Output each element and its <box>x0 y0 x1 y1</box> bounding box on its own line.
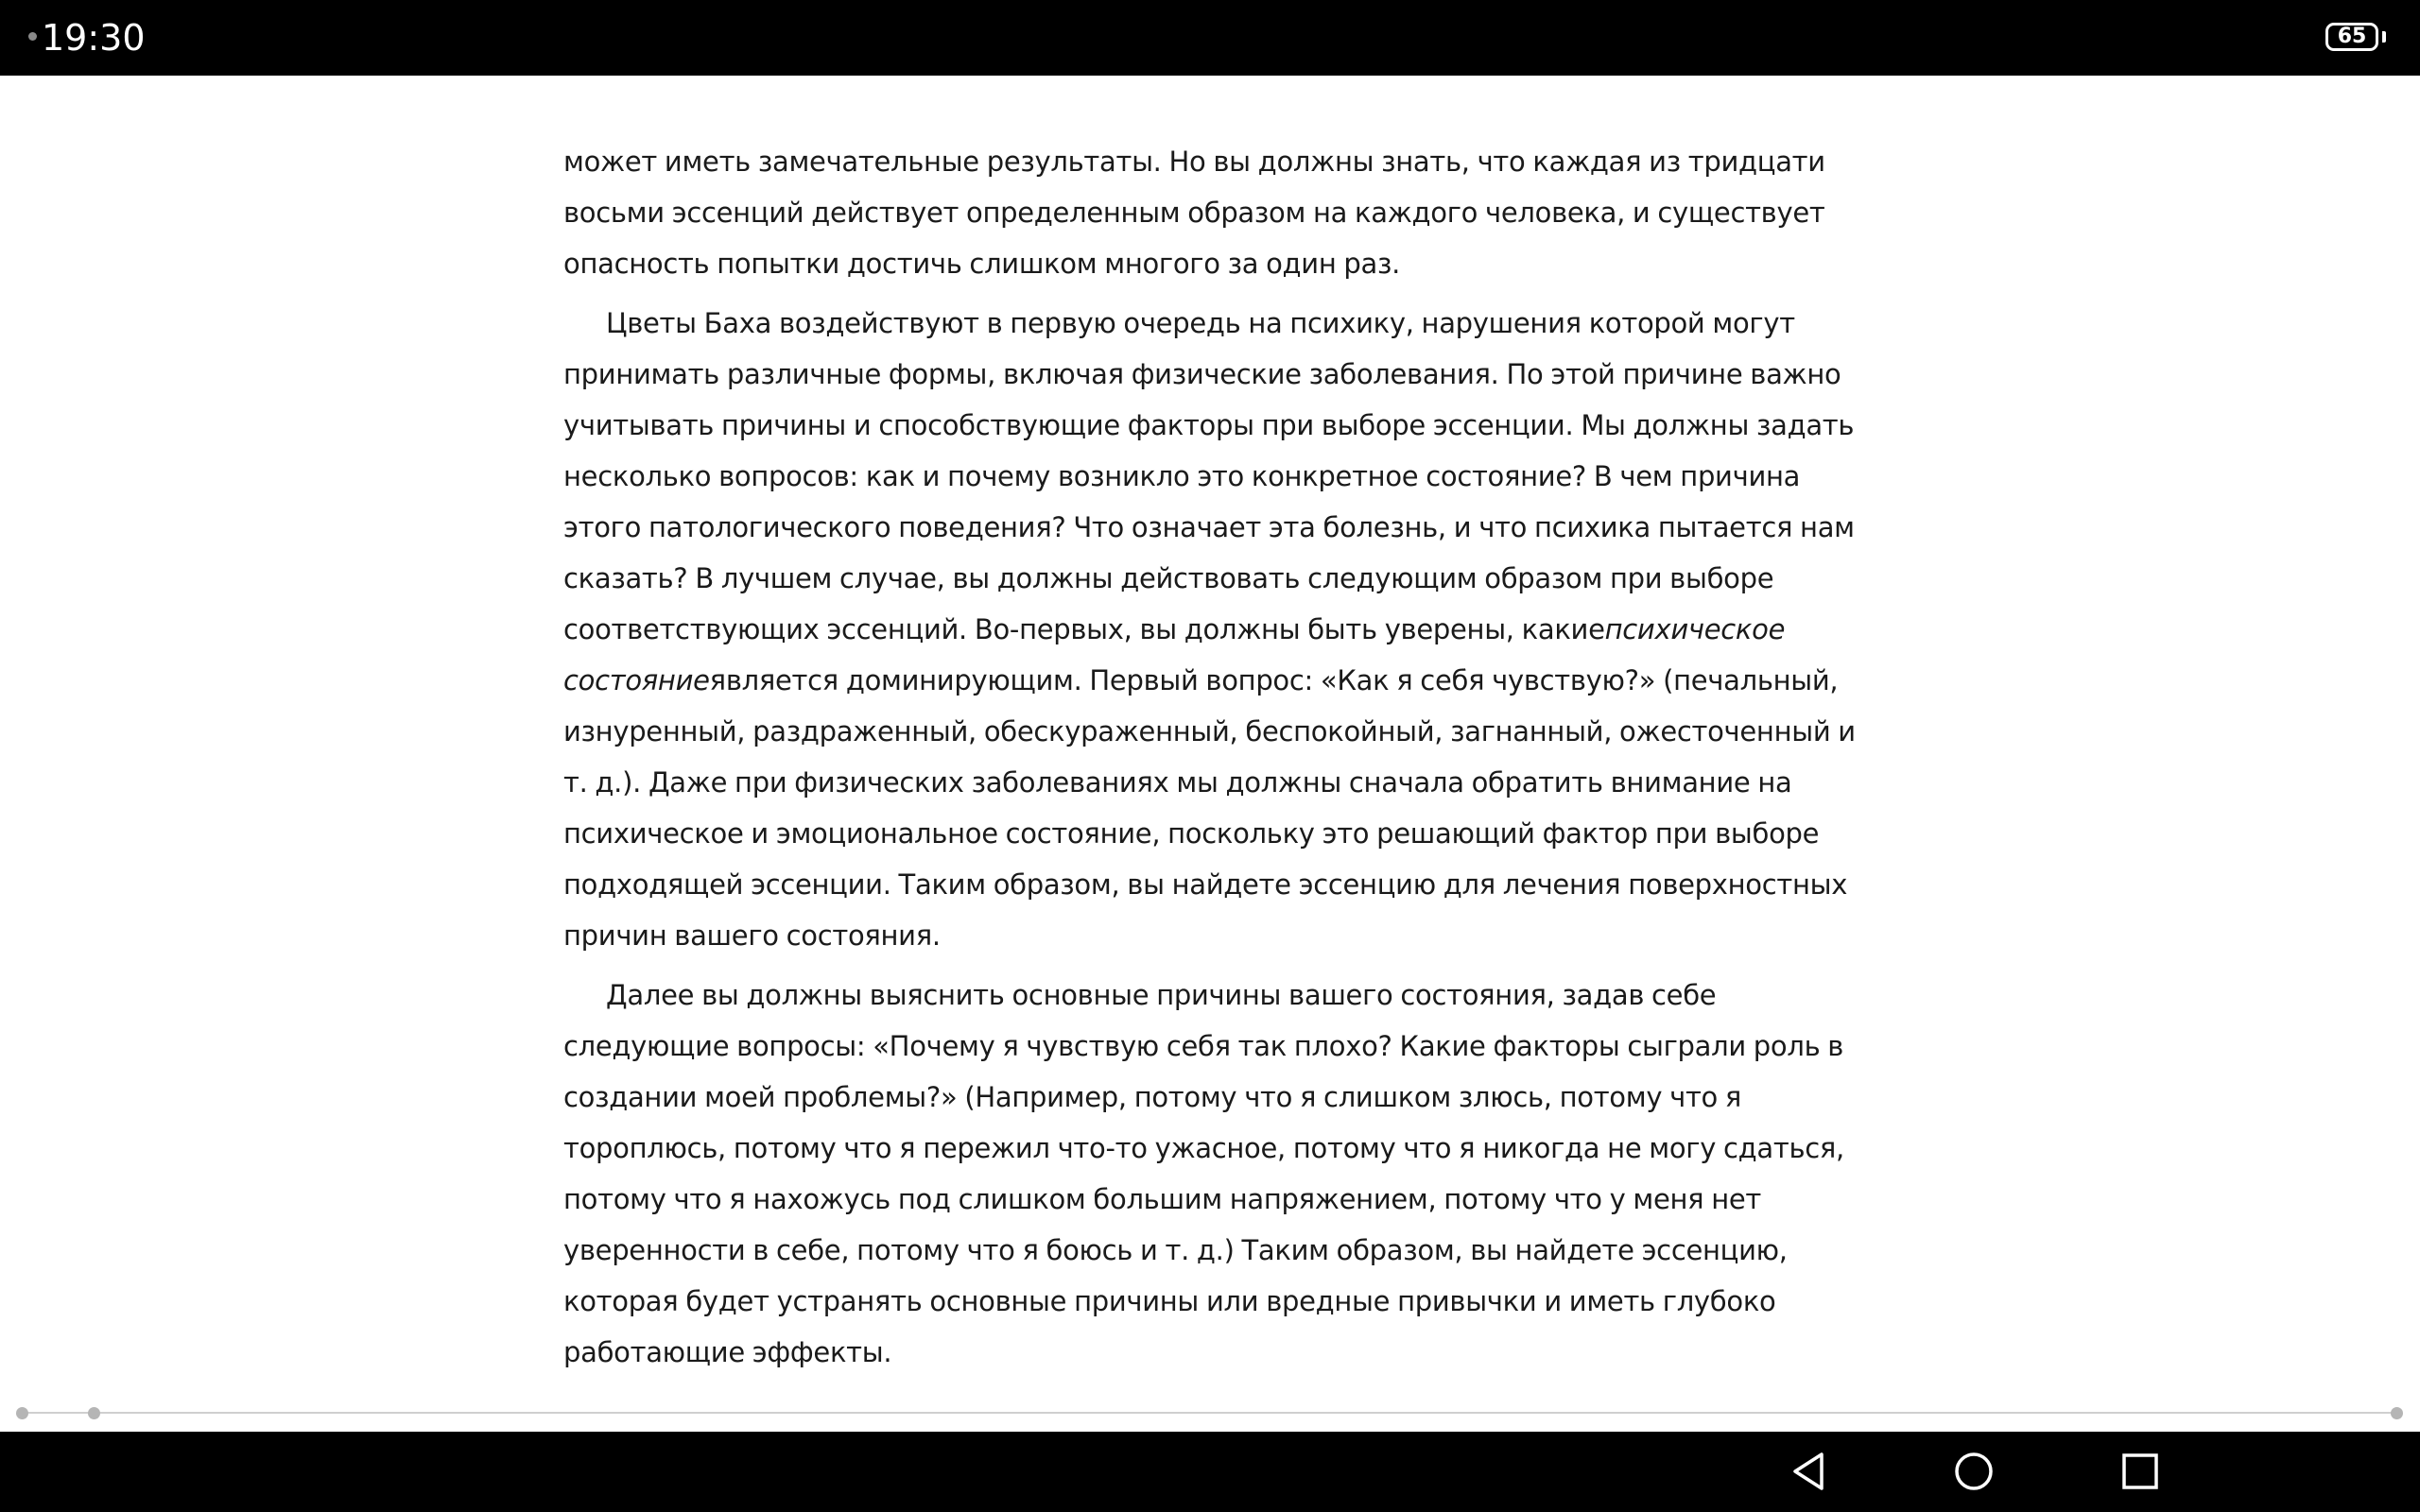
battery-tip-icon <box>2382 31 2386 43</box>
battery-level: 65 <box>2337 25 2367 48</box>
status-bar <box>0 0 2420 76</box>
progress-end-marker <box>2391 1407 2403 1419</box>
paragraph-text: является доминирующим. Первый вопрос: «Как я себя чувствую?» (печальный, изнуренный, раздраженный, обескураженный, беспокойный, загнанный, ожесточенный и т. д.). Даже при физических заболеваниях мы должны сначала обратить внимание на психическое и эмоциональное состояние, поскольку это решающий фактор при выборе подходящей эссенции. Таким образом, вы найдете эссенцию для лечения поверхностных причин вашего состояния. <box>563 664 1856 952</box>
reader-page[interactable] <box>0 76 2420 1432</box>
progress-start-marker <box>16 1407 28 1419</box>
paragraph-text: может иметь замечательные результаты. Но вы должны знать, что каждая из тридцати восьми эссенций действует определенным образом на каждого человека, и существует опасность попытки достичь слишком многого за один раз. <box>563 146 1825 280</box>
paragraph <box>563 970 1868 1378</box>
battery-icon <box>2325 23 2378 51</box>
book-text <box>563 136 1868 1386</box>
paragraph-text: Далее вы должны выяснить основные причины вашего состояния, задав себе следующие вопросы: «Почему я чувствую себя так плохо? Какие факторы сыграли роль в создании моей проблемы?» (Например, потому что я слишком злюсь, потому что я тороплюсь, потому что я пережил что-то ужасное, потому что я никогда не могу сдаться, потому что я нахожусь под слишком большим напряжением, потому что у меня нет уверенности в себе, потому что я боюсь и т. д.) Таким образом, вы найдете эссенцию, которая будет устранять основные причины или вредные привычки и иметь глубоко работающие эффекты. <box>563 979 1844 1368</box>
paragraph <box>563 298 1868 961</box>
paragraph-text: Цветы Баха воздействуют в первую очередь на психику, нарушения которой могут принимать различные формы, включая физические заболевания. По этой причине важно учитывать причины и способствующие факторы при выборе эссенции. Мы должны задать несколько вопросов: как и почему возникло это конкретное состояние? В чем причина этого патологического поведения? Что означает эта болезнь, и что психика пытается нам сказать? В лучшем случае, вы должны действовать следующим образом при выборе соответствующих эссенций. Во-первых, вы должны быть уверены, какие <box>563 307 1855 645</box>
progress-handle[interactable] <box>88 1407 100 1419</box>
paragraph <box>563 136 1868 289</box>
reading-progress-track[interactable] <box>23 1412 2397 1414</box>
recent-apps-icon[interactable] <box>2114 1445 2167 1498</box>
italic-text: психическое состояние <box>563 613 1786 696</box>
navigation-bar <box>0 1432 2420 1512</box>
back-icon[interactable] <box>1785 1445 1838 1498</box>
notification-dot-icon <box>28 32 37 41</box>
home-icon[interactable] <box>1947 1445 2000 1498</box>
status-time: 19:30 <box>42 17 146 59</box>
